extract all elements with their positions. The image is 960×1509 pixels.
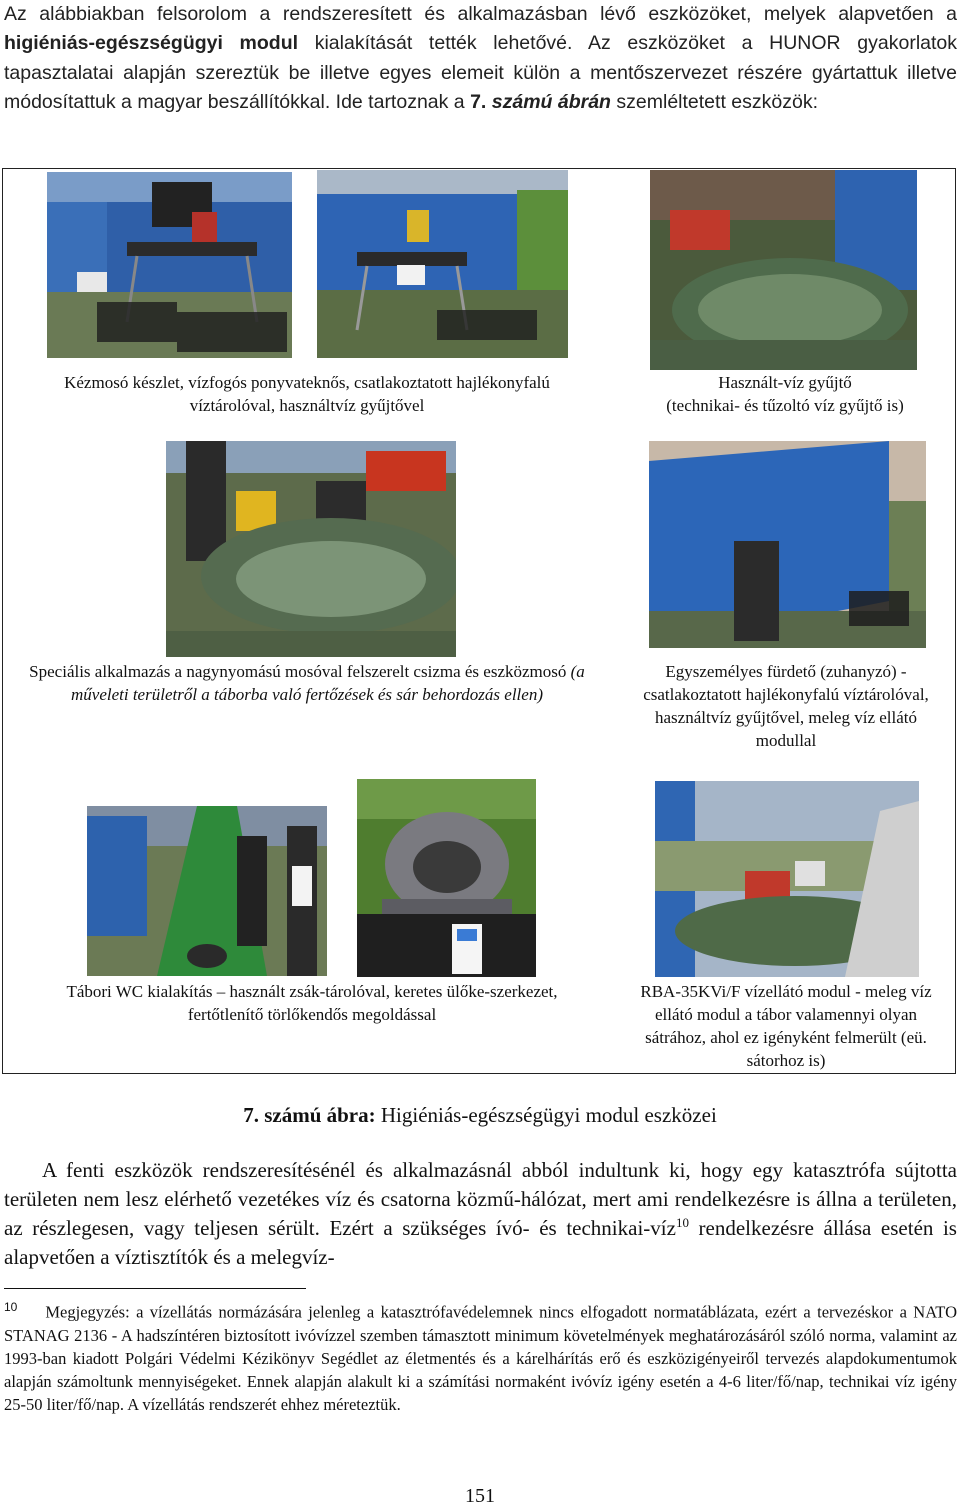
intro-bold-number: 7. [470, 90, 487, 113]
caption-special [22, 660, 592, 706]
caption-rba: RBA-35KVi/F vízellátó modul - meleg víz ellátó modul a tábor valamennyi olyan sátrához, ahol ez igényként felmerült (eü. sátorhoz is) [640, 982, 932, 1070]
caption-handwash: Kézmosó készlet, vízfogós ponyvateknős, csatlakoztatott hajlékonyfalú víztárolóval, használtvíz gyűjtővel [64, 373, 550, 415]
footnote-divider [4, 1288, 306, 1289]
photo-shower-tent [649, 441, 926, 648]
footnote-reference[interactable]: 10 [675, 1215, 689, 1230]
photo-wc-seat [357, 779, 536, 977]
body-text-1: A fenti eszközök rendszeresítésénél és alkalmazásnál abból indultunk ki, hogy egy katasztrófa sújtotta területen nem lesz elérhető vezetékes víz és csatorna közmű-hálózat, mert ami rendelkezésre is állna a területen, az részlegesen, vagy teljesen sérült. Ezért a szükséges ívó- és technikai-víz [4, 1158, 957, 1240]
photo-rba-module [655, 781, 919, 977]
intro-bold-module: higiéniás-egészségügyi modul [4, 32, 299, 55]
intro-text-1: Az alábbiakban felsorolom a rendszeresített és alkalmazásban lévő eszközöket, melyek alapvetően a [4, 3, 957, 25]
photo-boot-washer [166, 441, 456, 657]
intro-text-3: szemléltetett eszközök: [610, 90, 818, 113]
photo-handwash-tent [317, 170, 568, 358]
photo-used-water-collector [650, 170, 917, 370]
page-number: 151 [465, 1485, 495, 1507]
body-paragraph [4, 1156, 957, 1272]
caption-wc: Tábori WC kialakítás – használt zsák-tárolóval, keretes ülőke-szerkezet, fertőtlenítő törlőkendős megoldással [66, 982, 558, 1024]
photo-handwash-station [47, 172, 292, 358]
caption-used-water-line1: Használt-víz gyűjtő [718, 373, 852, 392]
footnote [4, 1296, 957, 1417]
caption-special-italic: (a műveleti területről a táborba való fertőzések és sár behordozás ellen) [71, 662, 585, 704]
intro-text-2: kialakítását tették lehetővé. Az eszközöket a HUNOR gyakorlatok tapasztalatai alapján szereztük be illetve egyes elemeit külön a mentőszervezet részére gyártattuk illetve módosítattuk a magyar beszállítókkal. Ide tartoznak a [4, 32, 958, 113]
footnote-text: Megjegyzés: a vízellátás normázására jelenleg a katasztrófavédelemnek nincs elfogadott normatáblázata, ezért a tervezéskor a NATO STANAG 2136 - A hadszíntéren biztosított ivóvízzel szemben támasztott minimum követelmények meghatározásáról szóló norma, valamint az 1993-ban kiadott Polgári Védelmi Kézikönyv Segédlet az életmentés és a kárelhárítás erő és eszközigényeiről tervezés alapdokumentumok alapján számoltunk mennyiségeket. Ennek alapján alakult ki a számítási normaként ivóvíz igény esetén a 4-6 liter/fő/nap, technikai víz igény 25-50 liter/fő/nap. A vízellátás rendszerét ehhez méreteztük. [4, 1302, 957, 1415]
caption-used-water-line2: (technikai- és tűzoltó víz gyűjtő is) [666, 396, 904, 415]
caption-special-plain: Speciális alkalmazás a nagynyomású mosóval felszerelt csizma és eszközmosó [29, 662, 571, 681]
caption-shower: Egyszemélyes fürdető (zuhanyzó) - csatlakoztatott hajlékonyfalú víztárolóval, használtvíz gyűjtővel, meleg víz ellátó modullal [643, 662, 929, 750]
figure-title-text: Higiéniás-egészségügyi modul eszközei [375, 1103, 717, 1127]
body-text-2: rendelkezésre állása esetén is alapvetően a víztisztítók és a melegvíz- [4, 1216, 957, 1269]
intro-paragraph [4, 0, 957, 117]
photo-wc-tent [87, 806, 327, 976]
figure-title-number: 7. számú ábra: [243, 1103, 376, 1127]
figure-title [0, 1101, 960, 1129]
footnote-number: 10 [4, 1300, 18, 1314]
intro-bold-italic: számú ábrán [486, 90, 611, 113]
